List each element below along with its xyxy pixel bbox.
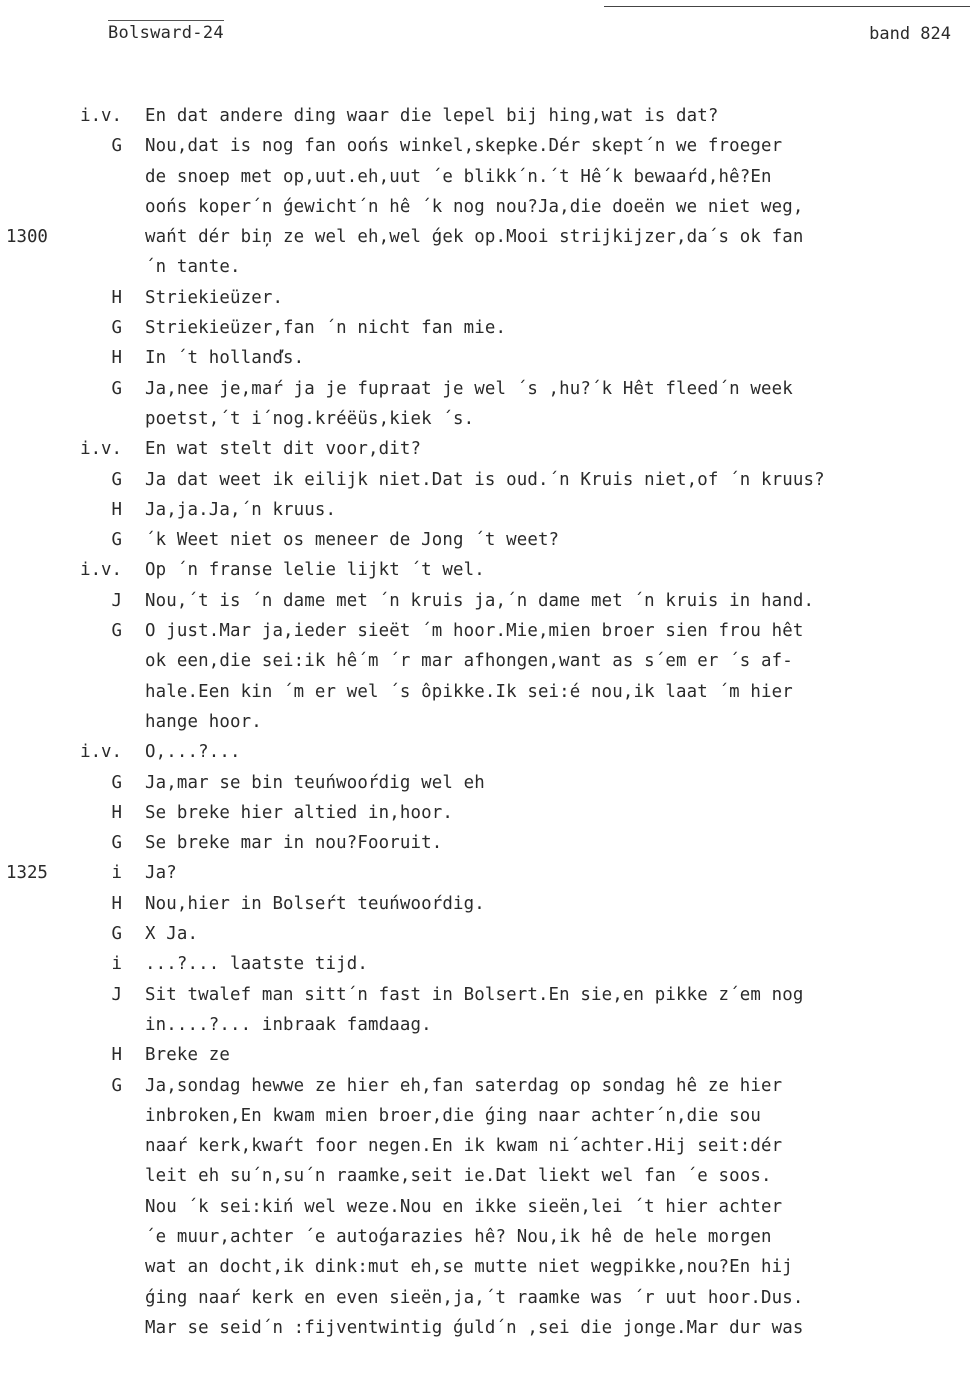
speaker-label: H: [111, 1045, 122, 1066]
utterance-text: En wat stelt dit voor,dit?: [145, 439, 422, 460]
speaker-label: i.v.: [80, 742, 122, 763]
transcript-line: [0, 404, 973, 434]
utterance-text: hale.Een kin ´m er wel ´s ôpikke.Ik sei:é nou,ik laat ´m hier: [145, 681, 793, 702]
transcript-line: [0, 525, 973, 555]
speaker-label: G: [111, 772, 122, 793]
utterance-text: poetst,´t i´nog.kréëüs,kiek ´s.: [145, 408, 475, 429]
document-title: Bolsward-24: [108, 20, 224, 44]
transcript-line: [0, 1283, 973, 1313]
speaker-label: i: [111, 863, 122, 884]
utterance-text: Nou,dat is nog fan oońs winkel,skepke.Dér skept´n we froeger: [145, 136, 783, 157]
utterance-text: in....?... inbraak famdaag.: [145, 1014, 432, 1035]
speaker-label: i: [111, 954, 122, 975]
header-rule: [604, 6, 970, 7]
utterance-text: hange hoor.: [145, 711, 262, 732]
utterance-text: wańt dér biņ ze wel eh,wel ǵek op.Mooi strijkijzer,da´s ok fan: [145, 227, 804, 248]
transcript-line: [0, 889, 973, 919]
utterance-text: Ja,ja.Ja,´n kruus.: [145, 499, 337, 520]
utterance-text: Ja,mar se bin teuńwooŕdig wel eh: [145, 772, 485, 793]
utterance-text: ...?... laatste tijd.: [145, 954, 369, 975]
transcript-line: [0, 646, 973, 676]
utterance-text: Nou,´t is ´n dame met ´n kruis ja,´n dame met ´n kruis in hand.: [145, 590, 815, 611]
speaker-label: i.v.: [80, 439, 122, 460]
transcript-line: [0, 1010, 973, 1040]
transcript-line: [0, 434, 973, 464]
tape-number: band 824: [869, 24, 951, 44]
transcript-line: [0, 798, 973, 828]
speaker-label: H: [111, 802, 122, 823]
speaker-label: J: [111, 590, 122, 611]
utterance-text: ´k Weet niet os meneer de Jong ´t weet?: [145, 530, 560, 551]
transcript-line: [0, 1252, 973, 1282]
utterance-text: ´n tante.: [145, 257, 241, 278]
transcript-line: [0, 1131, 973, 1161]
transcript-line: [0, 1101, 973, 1131]
speaker-label: G: [111, 469, 122, 490]
speaker-label: J: [111, 984, 122, 1005]
transcript-line: [0, 1313, 973, 1343]
transcript: [0, 101, 973, 1343]
transcript-line: [0, 101, 973, 131]
utterance-text: Ja?: [145, 863, 177, 884]
transcript-line: [0, 919, 973, 949]
utterance-text: Ja dat weet ik eilijk niet.Dat is oud.´n Kruis niet,of ´n kruus?: [145, 469, 825, 490]
transcript-line: [0, 949, 973, 979]
transcript-line: [0, 343, 973, 373]
transcript-line: [0, 1192, 973, 1222]
transcript-line: [0, 555, 973, 585]
transcript-line: [0, 252, 973, 282]
transcript-line: [0, 616, 973, 646]
speaker-label: H: [111, 893, 122, 914]
utterance-text: naaŕ kerk,kwaŕt foor negen.En ik kwam ni´achter.Hij seit:dér: [145, 1136, 783, 1157]
utterance-text: Nou,hier in Bolseŕt teuńwooŕdig.: [145, 893, 485, 914]
line-number: 1325: [6, 863, 48, 884]
transcript-line: [0, 313, 973, 343]
transcript-line: [0, 495, 973, 525]
speaker-label: G: [111, 833, 122, 854]
utterance-text: Breke ze: [145, 1045, 230, 1066]
utterance-text: Mar se seid´n :fijventwintig ǵuld´n ,sei die jonge.Mar dur was: [145, 1317, 804, 1338]
utterance-text: ´e muur,achter ´e autoǵarazies hê? Nou,ik hê de hele morgen: [145, 1226, 772, 1247]
utterance-text: inbroken,En kwam mien broer,die ǵing naar achter´n,die sou: [145, 1105, 761, 1126]
utterance-text: Se breke mar in nou?Fooruit.: [145, 833, 443, 854]
transcript-line: [0, 1040, 973, 1070]
transcript-line: [0, 1222, 973, 1252]
speaker-label: G: [111, 530, 122, 551]
utterance-text: O,...?...: [145, 742, 241, 763]
speaker-label: i.v.: [80, 106, 122, 126]
utterance-text: Nou ´k sei:kiń wel weze.Nou en ikke sieën,lei ´t hier achter: [145, 1196, 783, 1217]
utterance-text: X Ja.: [145, 924, 199, 945]
transcript-line: [0, 465, 973, 495]
transcript-line: [0, 1071, 973, 1101]
transcript-line: [0, 192, 973, 222]
transcript-line: [0, 737, 973, 767]
utterance-text: leit eh su´n,su´n raamke,seit ie.Dat liekt wel fan ´e soos.: [145, 1166, 772, 1187]
transcript-line: [0, 374, 973, 404]
speaker-label: i.v.: [80, 560, 122, 581]
utterance-text: Ja,nee je,maŕ ja je fupraat je wel ´s ,hu?´k Hêt fleed´n week: [145, 378, 793, 399]
transcript-line: [0, 768, 973, 798]
transcript-line: [0, 677, 973, 707]
transcript-line: [0, 1161, 973, 1191]
utterance-text: de snoep met op,uut.eh,uut ´e blikk´n.´t Hê´k bewaaŕd,hê?En: [145, 166, 772, 187]
utterance-text: wat an docht,ik dink:mut eh,se mutte niet wegpikke,nou?En hij: [145, 1257, 793, 1278]
speaker-label: G: [111, 621, 122, 642]
transcript-line: [0, 858, 973, 888]
speaker-label: G: [111, 136, 122, 157]
transcript-line: [0, 586, 973, 616]
utterance-text: oońs koper´n ǵewicht´n hê ´k nog nou?Ja,die doeën we niet weg,: [145, 196, 804, 217]
speaker-label: G: [111, 318, 122, 339]
utterance-text: En dat andere ding waar die lepel bij hing,wat is dat?: [145, 106, 719, 126]
utterance-text: Op ´n franse lelie lijkt ´t wel.: [145, 560, 485, 581]
transcript-line: [0, 283, 973, 313]
transcript-line: [0, 980, 973, 1010]
speaker-label: H: [111, 287, 122, 308]
utterance-text: Se breke hier altied in,hoor.: [145, 802, 453, 823]
utterance-text: ok een,die sei:ik hê´m ´r mar afhongen,want as s´em er ´s af-: [145, 651, 793, 672]
transcript-line: [0, 162, 973, 192]
speaker-label: G: [111, 924, 122, 945]
utterance-text: ǵing naaŕ kerk en even sieën,ja,´t raamke was ´r uut hoor.Dus.: [145, 1287, 804, 1308]
utterance-text: Ja,sondag hewwe ze hier eh,fan saterdag op sondag hê ze hier: [145, 1075, 783, 1096]
speaker-label: G: [111, 1075, 122, 1096]
transcript-line: [0, 131, 973, 161]
utterance-text: Striekieüzer.: [145, 287, 284, 308]
utterance-text: Striekieüzer,fan ´n nicht fan mie.: [145, 318, 507, 339]
utterance-text: Sit twalef man sitt´n fast in Bolsert.En sie,en pikke z´em nog: [145, 984, 804, 1005]
utterance-text: In ´t hollanďs.: [145, 348, 305, 369]
utterance-text: O just.Mar ja,ieder sieët ´m hoor.Mie,mien broer sien frou hêt: [145, 621, 804, 642]
speaker-label: G: [111, 378, 122, 399]
line-number: 1300: [6, 227, 48, 248]
transcript-line: [0, 222, 973, 252]
speaker-label: H: [111, 348, 122, 369]
transcript-line: [0, 828, 973, 858]
speaker-label: H: [111, 499, 122, 520]
transcript-line: [0, 707, 973, 737]
